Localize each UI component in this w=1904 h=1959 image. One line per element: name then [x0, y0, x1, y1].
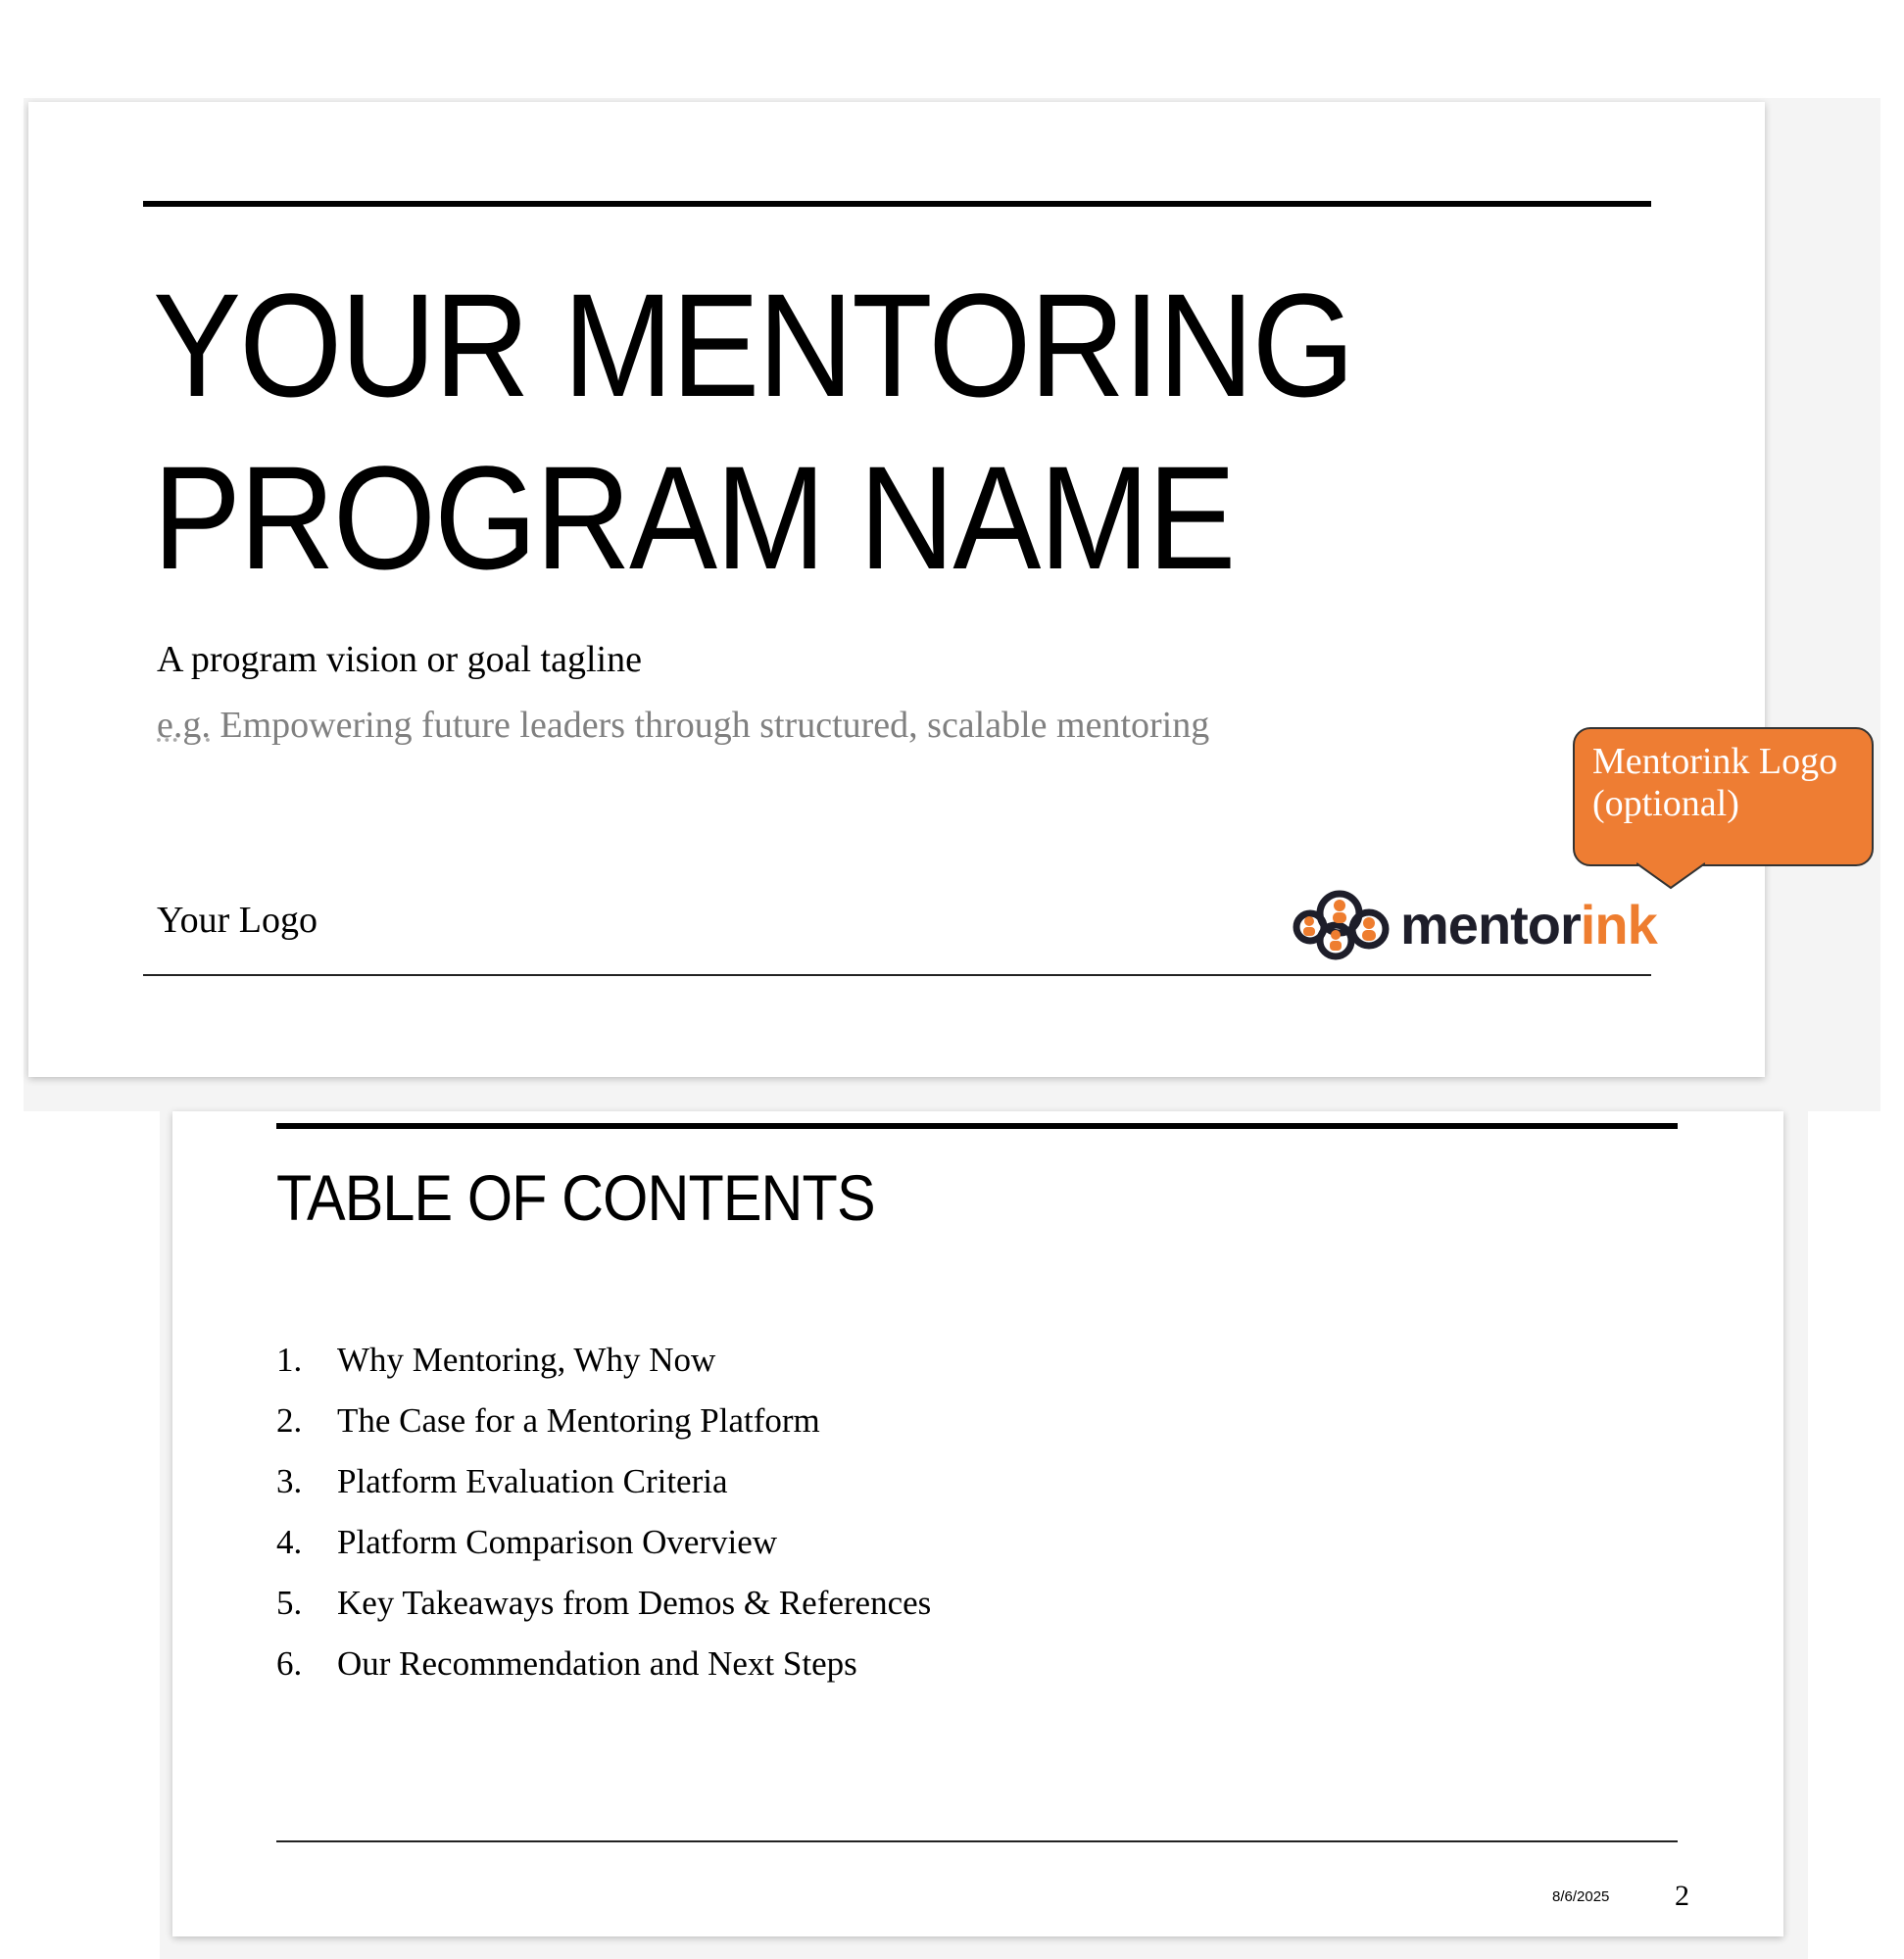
- page-number: 2: [1675, 1880, 1689, 1912]
- callout-line-2: (optional): [1592, 783, 1739, 824]
- callout-line-1: Mentorink Logo: [1592, 741, 1838, 782]
- toc-title[interactable]: TABLE OF CONTENTS: [276, 1161, 875, 1234]
- mentorink-cloud-icon: [1293, 886, 1394, 966]
- toc-item[interactable]: [276, 1512, 931, 1573]
- toc-item-number: 4.: [276, 1523, 303, 1561]
- program-title-line-2: PROGRAM NAME: [153, 435, 1235, 600]
- toc-item[interactable]: [276, 1573, 931, 1634]
- toc-list: [276, 1330, 931, 1694]
- toc-item-label: Why Mentoring, Why Now: [337, 1341, 716, 1379]
- toc-slide[interactable]: [172, 1111, 1783, 1936]
- logo-callout[interactable]: [1573, 727, 1874, 866]
- toc-item-number: 5.: [276, 1584, 303, 1622]
- toc-item-label: Key Takeaways from Demos & References: [337, 1584, 932, 1622]
- program-title-line-1: YOUR MENTORING: [153, 263, 1353, 427]
- bottom-rule: [143, 974, 1651, 976]
- toc-item-label: Our Recommendation and Next Steps: [337, 1644, 857, 1683]
- toc-item-number: 3.: [276, 1462, 303, 1500]
- toc-item[interactable]: [276, 1391, 931, 1451]
- toc-item-label: The Case for a Mentoring Platform: [337, 1401, 820, 1440]
- toc-item-label: Platform Evaluation Criteria: [337, 1462, 728, 1500]
- program-title[interactable]: [153, 259, 1476, 604]
- wordmark-dark: mentor: [1400, 894, 1581, 955]
- example-prefix: e.g.: [157, 705, 211, 746]
- example-text: Empowering future leaders through structured, scalable mentoring: [220, 705, 1210, 746]
- callout-pointer: [1636, 862, 1705, 892]
- tagline-example[interactable]: [157, 704, 1209, 747]
- mentorink-wordmark: [1400, 886, 1657, 964]
- top-rule: [276, 1123, 1678, 1129]
- toc-item-number: 6.: [276, 1644, 303, 1683]
- tagline[interactable]: A program vision or goal tagline: [157, 639, 642, 680]
- toc-item-label: Platform Comparison Overview: [337, 1523, 778, 1561]
- toc-item[interactable]: [276, 1634, 931, 1694]
- toc-item[interactable]: [276, 1451, 931, 1512]
- your-logo-placeholder[interactable]: Your Logo: [157, 900, 318, 941]
- bottom-rule: [276, 1840, 1678, 1842]
- toc-item-number: 2.: [276, 1401, 303, 1440]
- wordmark-orange: ink: [1580, 894, 1657, 955]
- mentorink-logo[interactable]: [1293, 886, 1657, 966]
- toc-item-number: 1.: [276, 1341, 303, 1379]
- title-slide[interactable]: [28, 102, 1765, 1077]
- toc-item[interactable]: [276, 1330, 931, 1391]
- slide-date: 8/6/2025: [1552, 1888, 1610, 1905]
- top-rule: [143, 201, 1651, 207]
